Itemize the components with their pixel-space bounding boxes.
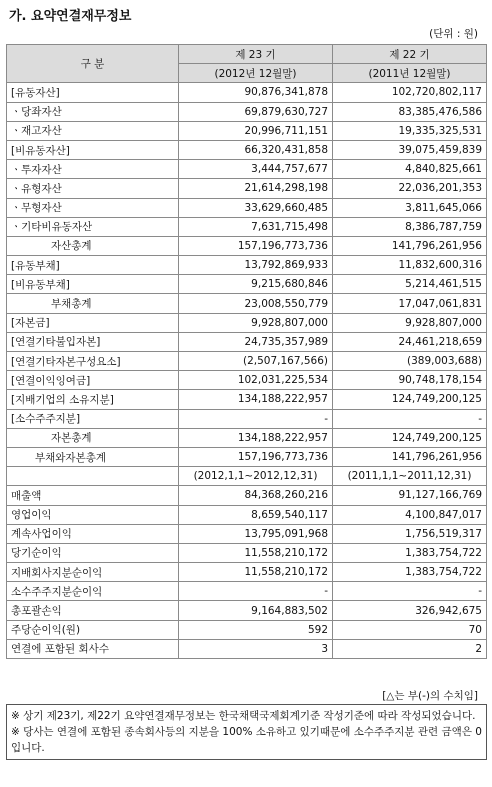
header-row (7, 45, 487, 64)
value-22: 24,461,218,659 (333, 332, 487, 351)
period-row (7, 467, 487, 486)
row-label: [자본금] (7, 313, 179, 332)
table-row (7, 639, 487, 658)
header-period-22: 제 22 기 (333, 45, 487, 64)
row-label: 계속사업이익 (7, 524, 179, 543)
row-label: [유동자산] (7, 83, 179, 102)
header-date-23: (2012년 12월말) (179, 64, 333, 83)
value-23: 20,996,711,151 (179, 121, 333, 140)
value-23: 21,614,298,198 (179, 179, 333, 198)
value-22: 141,796,261,956 (333, 447, 487, 466)
value-22: 1,383,754,722 (333, 543, 487, 562)
row-label: 자산총계 (7, 236, 179, 255)
value-22: 5,214,461,515 (333, 275, 487, 294)
table-row (7, 313, 487, 332)
table-row (7, 409, 487, 428)
section-title: 가. 요약연결재무정보 (9, 9, 132, 24)
value-22: 4,100,847,017 (333, 505, 487, 524)
value-23: 9,928,807,000 (179, 313, 333, 332)
value-23: 11,558,210,172 (179, 563, 333, 582)
row-label: [연결이익잉여금] (7, 371, 179, 390)
table-row (7, 563, 487, 582)
value-22: - (333, 409, 487, 428)
value-23: 157,196,773,736 (179, 236, 333, 255)
table-row (7, 428, 487, 447)
table-row (7, 121, 487, 140)
value-23: 7,631,715,498 (179, 217, 333, 236)
value-23: 11,558,210,172 (179, 543, 333, 562)
value-22: 17,047,061,831 (333, 294, 487, 313)
row-label: ㆍ투자자산 (7, 160, 179, 179)
value-22: - (333, 582, 487, 601)
table-row (7, 256, 487, 275)
table-row (7, 447, 487, 466)
row-label: 주당순이익(원) (7, 620, 179, 639)
value-23: 102,031,225,534 (179, 371, 333, 390)
row-label: [소수주주지분] (7, 409, 179, 428)
table-row (7, 275, 487, 294)
table-row (7, 582, 487, 601)
row-label: ㆍ당좌자산 (7, 102, 179, 121)
value-23: 66,320,431,858 (179, 140, 333, 159)
table-row (7, 352, 487, 371)
table-row (7, 371, 487, 390)
value-22: 22,036,201,353 (333, 179, 487, 198)
row-label: [비유동자산] (7, 140, 179, 159)
table-row (7, 390, 487, 409)
value-23: 3 (179, 639, 333, 658)
table-row (7, 217, 487, 236)
negative-note: [△는 부(-)의 수치임] (382, 690, 478, 702)
row-label: 지배회사지분순이익 (7, 563, 179, 582)
unit-label: (단위 : 원) (429, 28, 478, 40)
value-22: 19,335,325,531 (333, 121, 487, 140)
table-row (7, 179, 487, 198)
value-23: 592 (179, 620, 333, 639)
note-2: ※ 당사는 연결에 포함된 종속회사등의 지분을 100% 소유하고 있기때문에 소수주주지분 관련 금액은 0입니다. (11, 726, 482, 754)
header-category: 구 분 (7, 45, 179, 83)
value-23: 9,215,680,846 (179, 275, 333, 294)
value-23: 134,188,222,957 (179, 428, 333, 447)
value-23: 9,164,883,502 (179, 601, 333, 620)
table-row (7, 83, 487, 102)
row-label: [유동부채] (7, 256, 179, 275)
table-row (7, 102, 487, 121)
value-23: 3,444,757,677 (179, 160, 333, 179)
value-22: 3,811,645,066 (333, 198, 487, 217)
value-23: 13,795,091,968 (179, 524, 333, 543)
table-row (7, 486, 487, 505)
row-label: 영업이익 (7, 505, 179, 524)
table-row (7, 198, 487, 217)
value-22: 326,942,675 (333, 601, 487, 620)
table-row (7, 505, 487, 524)
value-23: 69,879,630,727 (179, 102, 333, 121)
value-22: 124,749,200,125 (333, 428, 487, 447)
value-23: - (179, 409, 333, 428)
value-23: 24,735,357,989 (179, 332, 333, 351)
table-row (7, 620, 487, 639)
value-22: 91,127,166,769 (333, 486, 487, 505)
value-23: 90,876,341,878 (179, 83, 333, 102)
table-row (7, 160, 487, 179)
table-row (7, 543, 487, 562)
value-22: 90,748,178,154 (333, 371, 487, 390)
notes-box (6, 704, 487, 760)
table-row (7, 294, 487, 313)
period-22: (2011,1,1~2011,12,31) (333, 467, 487, 486)
value-23: 23,008,550,779 (179, 294, 333, 313)
header-date-22: (2011년 12월말) (333, 64, 487, 83)
row-label: 매출액 (7, 486, 179, 505)
value-23: 13,792,869,933 (179, 256, 333, 275)
row-label: 부채총계 (7, 294, 179, 313)
row-label: [연결기타자본구성요소] (7, 352, 179, 371)
row-label: 연결에 포함된 회사수 (7, 639, 179, 658)
value-23: 33,629,660,485 (179, 198, 333, 217)
value-22: 39,075,459,839 (333, 140, 487, 159)
value-22: 8,386,787,759 (333, 217, 487, 236)
row-label: 총포괄손익 (7, 601, 179, 620)
value-22: 9,928,807,000 (333, 313, 487, 332)
row-label: 자본총계 (7, 428, 179, 447)
value-23: 134,188,222,957 (179, 390, 333, 409)
row-label: ㆍ기타비유동자산 (7, 217, 179, 236)
row-label: ㆍ유형자산 (7, 179, 179, 198)
value-23: 157,196,773,736 (179, 447, 333, 466)
value-22: 102,720,802,117 (333, 83, 487, 102)
table-row (7, 236, 487, 255)
value-22: 141,796,261,956 (333, 236, 487, 255)
row-label: 당기순이익 (7, 543, 179, 562)
value-23: 8,659,540,117 (179, 505, 333, 524)
value-23: 84,368,260,216 (179, 486, 333, 505)
row-label: ㆍ무형자산 (7, 198, 179, 217)
period-23: (2012,1,1~2012,12,31) (179, 467, 333, 486)
value-23: (2,507,167,566) (179, 352, 333, 371)
row-label: 부채와자본총계 (7, 447, 179, 466)
value-23: - (179, 582, 333, 601)
period-blank (7, 467, 179, 486)
row-label: 소수주주지분순이익 (7, 582, 179, 601)
value-22: 124,749,200,125 (333, 390, 487, 409)
value-22: 11,832,600,316 (333, 256, 487, 275)
header-period-23: 제 23 기 (179, 45, 333, 64)
value-22: 4,840,825,661 (333, 160, 487, 179)
value-22: 2 (333, 639, 487, 658)
table-row (7, 140, 487, 159)
table-row (7, 524, 487, 543)
table-row (7, 332, 487, 351)
row-label: [비유동부채] (7, 275, 179, 294)
row-label: [지배기업의 소유지분] (7, 390, 179, 409)
value-22: 1,756,519,317 (333, 524, 487, 543)
value-22: 70 (333, 620, 487, 639)
value-22: 83,385,476,586 (333, 102, 487, 121)
summary-financial-table (6, 44, 487, 659)
table-row (7, 601, 487, 620)
row-label: ㆍ재고자산 (7, 121, 179, 140)
value-22: 1,383,754,722 (333, 563, 487, 582)
value-22: (389,003,688) (333, 352, 487, 371)
note-1: ※ 상기 제23기, 제22기 요약연결재무정보는 한국채택국제회계기준 작성기준에 따라 작성되었습니다. (11, 710, 476, 722)
row-label: [연결기타불입자본] (7, 332, 179, 351)
